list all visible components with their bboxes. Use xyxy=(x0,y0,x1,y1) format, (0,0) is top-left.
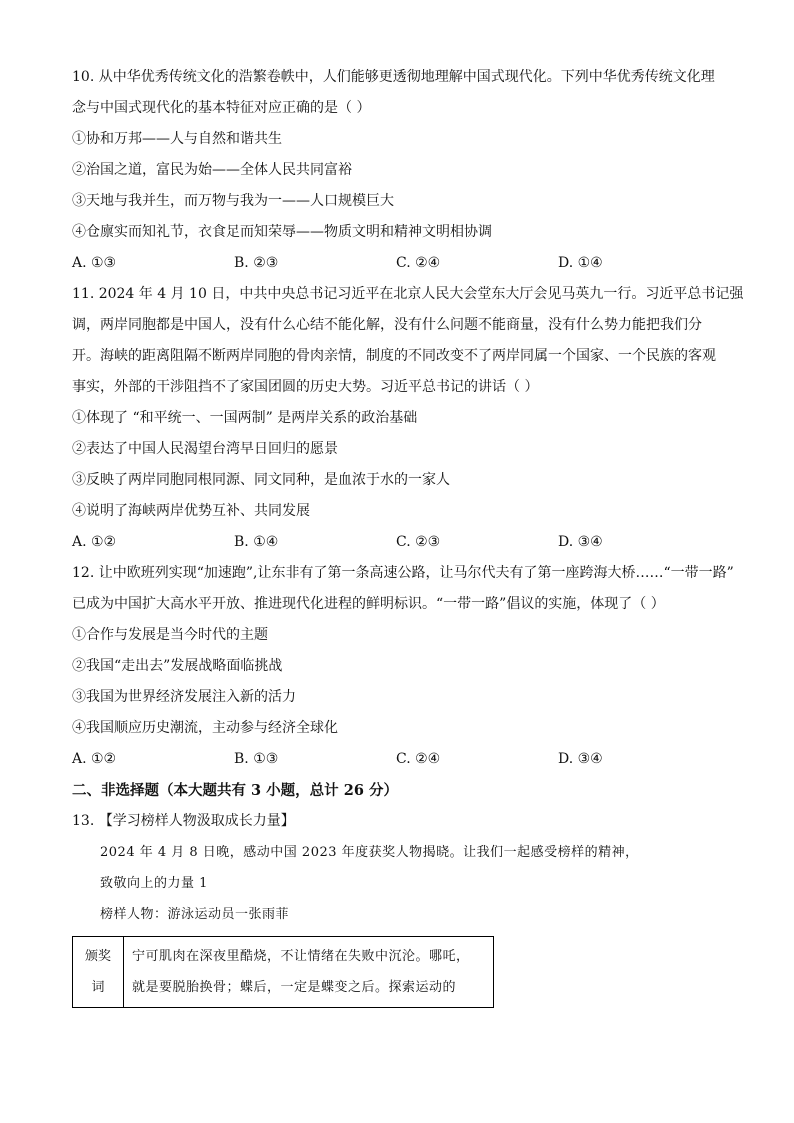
q10-option-a[interactable]: A. ①③ xyxy=(72,255,117,271)
q12-option-b[interactable]: B. ①③ xyxy=(234,751,279,767)
q11-option-b[interactable]: B. ①④ xyxy=(234,534,279,550)
q11-stem-line3: 开。海峡的距离阻隔不断两岸同胞的骨肉亲情，制度的不同改变不了两岸同属一个国家、一个民族的客观 xyxy=(72,348,716,364)
q10-options xyxy=(72,248,732,279)
q11-item-2: ②表达了中国人民渴望台湾早日回归的愿景 xyxy=(72,441,338,457)
q12-item-4: ④我国顺应历史潮流，主动参与经济全球化 xyxy=(72,720,338,736)
q12-item-2: ②我国“走出去”发展战略面临挑战 xyxy=(72,658,283,674)
q10-item-3: ③天地与我并生，而万物与我为一——人口规模巨大 xyxy=(72,193,394,209)
q11-option-d[interactable]: D. ③④ xyxy=(558,534,603,550)
q12-option-d[interactable]: D. ③④ xyxy=(558,751,603,767)
q12-item-3: ③我国为世界经济发展注入新的活力 xyxy=(72,689,296,705)
award-label-line2: 词 xyxy=(91,980,105,995)
q10-stem-line1: 10. 从中华优秀传统文化的浩繁卷帙中，人们能够更透彻地理解中国式现代化。下列中华优秀传统文化理 xyxy=(72,69,715,85)
award-label-line1: 颁奖 xyxy=(84,949,111,964)
q11-item-1: ①体现了 “和平统一、一国两制” 是两岸关系的政治基础 xyxy=(72,410,418,426)
q11-item-3: ③反映了两岸同胞同根同源、同文同种，是血浓于水的一家人 xyxy=(72,472,450,488)
q13-intro-line1: 2024 年 4 月 8 日晚，感动中国 2023 年度获奖人物揭晓。让我们一起感受榜样的精神， xyxy=(100,845,639,860)
exam-page xyxy=(72,62,744,995)
q12-option-a[interactable]: A. ①② xyxy=(72,751,117,767)
q11-option-c[interactable]: C. ②③ xyxy=(396,534,441,550)
q12-stem-line1: 12. 让中欧班列实现“加速跑”,让东非有了第一条高速公路，让马尔代夫有了第一座跨海大桥……“一带一路” xyxy=(72,565,734,581)
q10-stem-line2: 念与中国式现代化的基本特征对应正确的是（ ） xyxy=(72,100,371,116)
q10-item-4: ④仓廪实而知礼节，衣食足而知荣辱——物质文明和精神文明相协调 xyxy=(72,224,492,240)
q10-item-1: ①协和万邦——人与自然和谐共生 xyxy=(72,131,282,147)
award-text-line1: 宁可肌肉在深夜里酷烧，不让情绪在失败中沉沦。哪吒， xyxy=(132,949,470,964)
q12-option-c[interactable]: C. ②④ xyxy=(396,751,441,767)
q11-options xyxy=(72,527,732,558)
q11-item-4: ④说明了海峡两岸优势互补、共同发展 xyxy=(72,503,310,519)
q11-option-a[interactable]: A. ①② xyxy=(72,534,117,550)
q10-option-c[interactable]: C. ②④ xyxy=(396,255,441,271)
award-content-cell xyxy=(124,937,494,1008)
q11-stem-line1: 11. 2024 年 4 月 10 日，中共中央总书记习近平在北京人民大会堂东大厅会见马英九一行。习近平总书记强 xyxy=(72,286,744,302)
q11-stem-line2: 调，两岸同胞都是中国人，没有什么心结不能化解，没有什么问题不能商量，没有什么势力能把我们分 xyxy=(72,317,702,333)
award-table xyxy=(72,936,494,1008)
q12-options xyxy=(72,744,732,775)
q10-option-d[interactable]: D. ①④ xyxy=(558,255,603,271)
q10-item-2: ②治国之道，富民为始——全体人民共同富裕 xyxy=(72,162,352,178)
q13-person: 榜样人物：游泳运动员一张雨菲 xyxy=(100,907,290,922)
q13-title: 13. 【学习榜样人物汲取成长力量】 xyxy=(72,813,295,829)
q10-option-b[interactable]: B. ②③ xyxy=(234,255,279,271)
q11-stem-line4: 事实，外部的干涉阻挡不了家国团圆的历史大势。习近平总书记的讲话（ ） xyxy=(72,379,539,395)
q12-stem-line2: 已成为中国扩大高水平开放、推进现代化进程的鲜明标识。“一带一路”倡议的实施，体现了（ ） xyxy=(72,596,665,612)
award-text-line2: 就是要脱胎换骨；蝶后，一定是蝶变之后。探索运动的 xyxy=(132,980,457,995)
section-heading: 二、非选择题（本大题共有 3 小题，总计 26 分） xyxy=(72,782,398,799)
q12-item-1: ①合作与发展是当今时代的主题 xyxy=(72,627,268,643)
award-label-cell xyxy=(73,937,124,1008)
q13-intro-line2: 致敬向上的力量 1 xyxy=(100,876,208,891)
